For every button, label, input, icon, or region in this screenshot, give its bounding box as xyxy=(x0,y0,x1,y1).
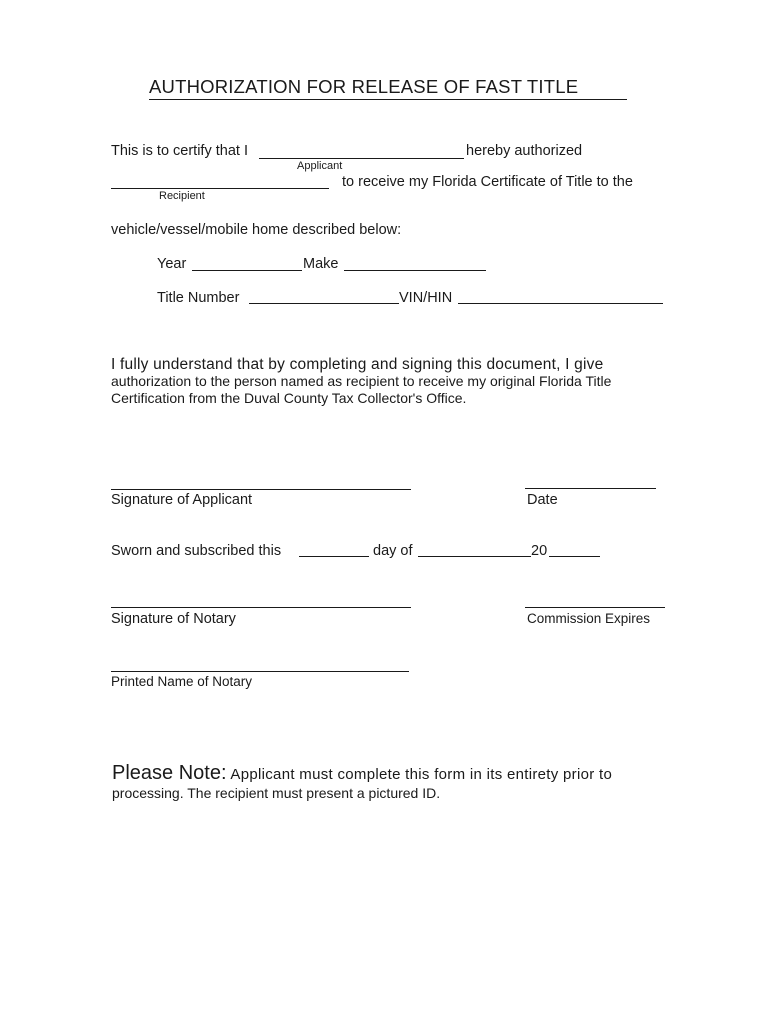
notary-signature-line xyxy=(111,607,411,608)
understanding-lead: I fully understand that by completing and signing this document, I give xyxy=(111,356,604,373)
note-heading: Please Note: xyxy=(112,762,227,784)
sworn-day-line xyxy=(299,556,369,557)
applicant-name-line xyxy=(259,158,464,159)
make-field[interactable] xyxy=(344,254,486,270)
signature-notary-label: Signature of Notary xyxy=(111,611,236,627)
year-field[interactable] xyxy=(192,254,302,270)
signature-applicant-label: Signature of Applicant xyxy=(111,492,253,508)
year-line xyxy=(192,270,302,271)
commission-label: Commission Expires xyxy=(527,611,651,626)
recipient-name-line xyxy=(111,188,329,189)
notary-printed-name-line xyxy=(111,671,409,672)
note-rest: processing. The recipient must present a pictured ID. xyxy=(112,785,441,801)
applicant-name-field[interactable] xyxy=(259,142,464,158)
date-line xyxy=(525,488,656,489)
day-of-label: day of xyxy=(373,543,413,559)
recipient-name-field[interactable] xyxy=(111,173,329,189)
applicant-signature-line xyxy=(111,489,411,490)
form-title: AUTHORIZATION FOR RELEASE OF FAST TITLE xyxy=(149,76,579,97)
sworn-month-line xyxy=(418,556,531,557)
sworn-year-field[interactable] xyxy=(549,541,600,557)
sworn-day-field[interactable] xyxy=(299,541,369,557)
vin-line xyxy=(458,303,663,304)
please-note xyxy=(112,764,682,802)
applicant-caption: Applicant xyxy=(297,160,343,172)
understanding-paragraph xyxy=(111,356,671,407)
sworn-prefix: Sworn and subscribed this xyxy=(111,543,282,559)
make-label: Make xyxy=(303,256,339,272)
year-label: Year xyxy=(157,256,187,272)
vin-field[interactable] xyxy=(458,288,663,304)
recipient-caption: Recipient xyxy=(159,190,205,202)
sworn-year-line xyxy=(549,556,600,557)
understanding-rest: authorization to the person named as recipient to receive my original Florida Title Certification from the Duval County Tax Collector's Office. xyxy=(111,373,612,406)
sworn-month-field[interactable] xyxy=(418,541,531,557)
note-lead: Applicant must complete this form in its entirety prior to xyxy=(230,766,613,783)
title-underline xyxy=(149,99,627,100)
printed-name-label: Printed Name of Notary xyxy=(111,674,253,689)
certify-prefix: This is to certify that I xyxy=(111,143,248,159)
title-number-label: Title Number xyxy=(157,290,240,306)
title-number-line xyxy=(249,303,399,304)
certify-suffix: hereby authorized xyxy=(466,143,583,159)
make-line xyxy=(344,270,486,271)
year-prefix: 20 xyxy=(531,543,548,559)
commission-expires-line xyxy=(525,607,665,608)
date-field[interactable] xyxy=(525,472,656,488)
title-number-field[interactable] xyxy=(249,288,399,304)
vin-label: VIN/HIN xyxy=(399,290,453,306)
notary-printed-name-field[interactable] xyxy=(111,655,409,671)
applicant-signature-field[interactable] xyxy=(111,472,411,488)
commission-expires-field[interactable] xyxy=(525,591,665,607)
vehicle-intro: vehicle/vessel/mobile home described below: xyxy=(111,222,402,238)
notary-signature-field[interactable] xyxy=(111,591,411,607)
date-label: Date xyxy=(527,492,558,508)
receive-text: to receive my Florida Certificate of Title to the xyxy=(342,174,633,190)
